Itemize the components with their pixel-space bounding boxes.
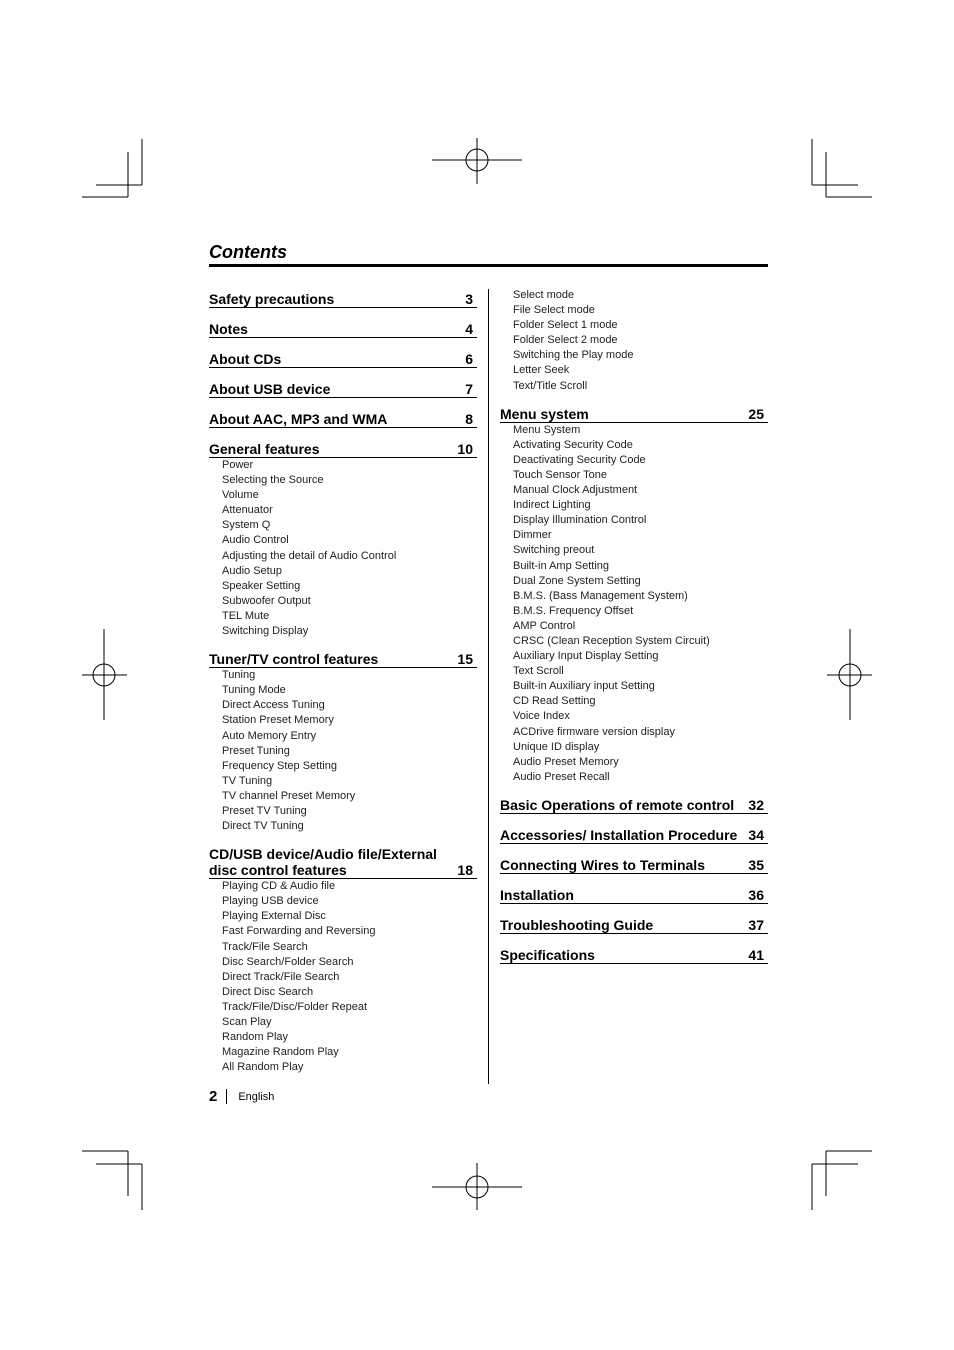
toc-subitem[interactable]: Switching preout <box>513 544 595 557</box>
toc-subitem[interactable]: B.M.S. Frequency Offset <box>513 604 634 617</box>
toc-entry[interactable] <box>500 403 768 423</box>
toc-entry[interactable] <box>500 854 768 874</box>
toc-subitem[interactable]: Adjusting the detail of Audio Control <box>222 549 397 562</box>
title-rule <box>209 264 768 267</box>
toc-subitem[interactable]: Dual Zone System Setting <box>513 574 641 587</box>
toc-subitem[interactable]: Playing External Disc <box>222 910 326 923</box>
toc-subitem[interactable]: CRSC (Clean Reception System Circuit) <box>513 634 710 647</box>
toc-subitem[interactable]: Disc Search/Folder Search <box>222 955 354 968</box>
entry-title: Basic Operations of remote control <box>500 796 735 813</box>
toc-subitem[interactable]: Folder Select 2 mode <box>513 334 618 347</box>
toc-entry[interactable] <box>500 824 768 844</box>
toc-subitem[interactable]: Speaker Setting <box>222 579 301 592</box>
entry-page: 41 <box>748 946 764 963</box>
toc-subitem[interactable]: Display Illumination Control <box>513 514 647 527</box>
entry-title: About CDs <box>209 351 282 367</box>
entry-title: Accessories/ Installation Procedure <box>500 826 738 843</box>
entry-title: Installation <box>500 886 574 903</box>
page-number: 2 <box>209 1088 218 1105</box>
footer-separator <box>226 1089 227 1104</box>
toc-entry[interactable] <box>209 408 477 428</box>
entry-title: Troubleshooting Guide <box>500 916 654 933</box>
column-divider <box>488 289 489 1084</box>
toc-subitem[interactable]: Direct Disc Search <box>222 985 314 998</box>
toc-subitem[interactable]: Direct Track/File Search <box>222 970 340 983</box>
entry-title: About AAC, MP3 and WMA <box>209 411 388 427</box>
toc-subitem[interactable]: TV Tuning <box>222 774 273 787</box>
toc-subitem[interactable]: Unique ID display <box>513 740 600 753</box>
toc-subitem[interactable]: Menu System <box>513 423 581 436</box>
language-label: English <box>238 1090 275 1103</box>
toc-subitem[interactable]: Text Scroll <box>513 665 564 678</box>
continued-subtopic-list <box>500 288 768 394</box>
page-title: Contents <box>209 242 287 262</box>
toc-subitem[interactable]: Track/File/Disc/Folder Repeat <box>222 1000 368 1013</box>
toc-subitem[interactable]: CD Read Setting <box>513 695 596 708</box>
toc-subitem[interactable]: Touch Sensor Tone <box>513 468 607 481</box>
toc-left-column <box>209 288 477 1075</box>
toc-subitem[interactable]: AMP Control <box>513 619 576 632</box>
toc-subitem[interactable]: Audio Preset Recall <box>513 770 610 783</box>
entry-title: General features <box>209 441 320 457</box>
toc-subitem[interactable]: Playing CD & Audio file <box>222 880 336 893</box>
entry-page: 36 <box>748 886 764 903</box>
toc-subitem[interactable]: Built-in Amp Setting <box>513 559 609 572</box>
toc-subitem[interactable]: Volume <box>222 489 259 502</box>
toc-entry[interactable] <box>209 348 477 368</box>
entry-page: 10 <box>457 441 473 457</box>
entry-page: 18 <box>457 862 473 879</box>
toc-subitem[interactable]: Fast Forwarding and Reversing <box>222 925 376 938</box>
toc-subitem[interactable]: Text/Title Scroll <box>513 379 588 392</box>
subtopic-list <box>209 458 477 639</box>
toc-subitem[interactable]: File Select mode <box>513 304 595 317</box>
toc-subitem[interactable]: Folder Select 1 mode <box>513 319 618 332</box>
toc-subitem[interactable]: Indirect Lighting <box>513 499 591 512</box>
toc-subitem[interactable]: Scan Play <box>222 1016 272 1028</box>
toc-subitem[interactable]: TEL Mute <box>222 609 270 622</box>
toc-entry[interactable] <box>209 843 477 879</box>
toc-subitem[interactable]: Selecting the Source <box>222 474 324 487</box>
toc-subitem[interactable]: Playing USB device <box>222 895 319 908</box>
entry-title <box>209 846 437 878</box>
toc-subitem[interactable]: Audio Preset Memory <box>513 755 619 768</box>
toc-subitem[interactable]: Manual Clock Adjustment <box>513 484 638 497</box>
entry-title: About USB device <box>209 381 331 397</box>
toc-entry[interactable] <box>209 318 477 338</box>
toc-subitem[interactable]: Deactivating Security Code <box>513 453 646 466</box>
toc-entry[interactable] <box>209 288 477 308</box>
toc-subitem[interactable]: Track/File Search <box>222 940 308 953</box>
entry-page: 35 <box>748 856 764 873</box>
entry-title: Menu system <box>500 405 589 422</box>
toc-subitem[interactable]: System Q <box>222 519 271 532</box>
toc-subitem[interactable]: Power <box>222 459 254 471</box>
entry-page: 6 <box>465 351 473 367</box>
entry-title: Safety precautions <box>209 291 335 307</box>
toc-subitem[interactable]: B.M.S. (Bass Management System) <box>513 589 688 602</box>
toc-subitem[interactable]: All Random Play <box>222 1061 304 1074</box>
toc-subitem[interactable]: Preset TV Tuning <box>222 804 307 817</box>
entry-page: 25 <box>748 405 764 422</box>
toc-entry[interactable] <box>209 438 477 458</box>
toc-subitem[interactable]: Dimmer <box>513 529 552 542</box>
entry-page: 7 <box>465 381 473 397</box>
entry-page: 37 <box>748 916 764 933</box>
toc-subitem[interactable]: Attenuator <box>222 504 273 517</box>
toc-subitem[interactable]: Letter Seek <box>513 364 570 377</box>
toc-entry[interactable] <box>500 884 768 904</box>
toc-subitem[interactable]: Auxiliary Input Display Setting <box>513 650 659 663</box>
entry-title-line: CD/USB device/Audio file/External <box>209 846 437 863</box>
entry-page: 34 <box>748 826 764 843</box>
toc-subitem[interactable]: Audio Setup <box>222 564 282 577</box>
toc-subitem[interactable]: Preset Tuning <box>222 744 290 757</box>
entry-page: 32 <box>748 796 764 813</box>
toc-subitem[interactable]: Subwoofer Output <box>222 594 311 607</box>
entry-page: 3 <box>465 291 473 307</box>
toc-subitem[interactable]: Activating Security Code <box>513 438 633 451</box>
toc-subitem[interactable]: ACDrive firmware version display <box>513 725 675 738</box>
entry-title: Tuner/TV control features <box>209 651 379 668</box>
toc-subitem[interactable]: Built-in Auxiliary input Setting <box>513 680 655 693</box>
page-footer <box>209 1088 274 1105</box>
entry-title: Notes <box>209 321 248 337</box>
subtopic-list <box>500 423 768 785</box>
toc-entry[interactable] <box>500 944 768 964</box>
subtopic-list <box>209 668 477 834</box>
toc-subitem[interactable]: Magazine Random Play <box>222 1046 339 1059</box>
toc-subitem[interactable]: Audio Control <box>222 534 289 547</box>
toc-subitem[interactable]: Frequency Step Setting <box>222 759 337 772</box>
toc-entry[interactable] <box>500 794 768 814</box>
toc-subitem[interactable]: Auto Memory Entry <box>222 729 317 742</box>
toc-subitem[interactable]: Select mode <box>513 289 575 301</box>
toc-subitem[interactable]: TV channel Preset Memory <box>222 789 356 802</box>
entry-page: 15 <box>457 651 473 668</box>
toc-subitem[interactable]: Tuning <box>222 669 256 682</box>
toc-subitem[interactable]: Station Preset Memory <box>222 714 334 727</box>
subtopic-list <box>209 879 477 1075</box>
toc-subitem[interactable]: Direct Access Tuning <box>222 699 325 712</box>
toc-subitem[interactable]: Tuning Mode <box>222 684 286 697</box>
entry-title-line: disc control features <box>209 862 347 879</box>
toc-entry[interactable] <box>209 648 477 668</box>
toc-subitem[interactable]: Switching Display <box>222 625 309 638</box>
entry-page: 8 <box>465 411 473 427</box>
toc-subitem[interactable]: Random Play <box>222 1031 289 1044</box>
toc-subitem[interactable]: Direct TV Tuning <box>222 820 304 833</box>
entry-title: Specifications <box>500 946 595 963</box>
toc-subitem[interactable]: Switching the Play mode <box>513 349 634 362</box>
toc-entry[interactable] <box>500 914 768 934</box>
toc-right-column <box>500 288 768 974</box>
toc-entry[interactable] <box>209 378 477 398</box>
entry-title: Connecting Wires to Terminals <box>500 856 705 873</box>
toc-subitem[interactable]: Voice Index <box>513 710 570 723</box>
entry-page: 4 <box>465 321 473 337</box>
